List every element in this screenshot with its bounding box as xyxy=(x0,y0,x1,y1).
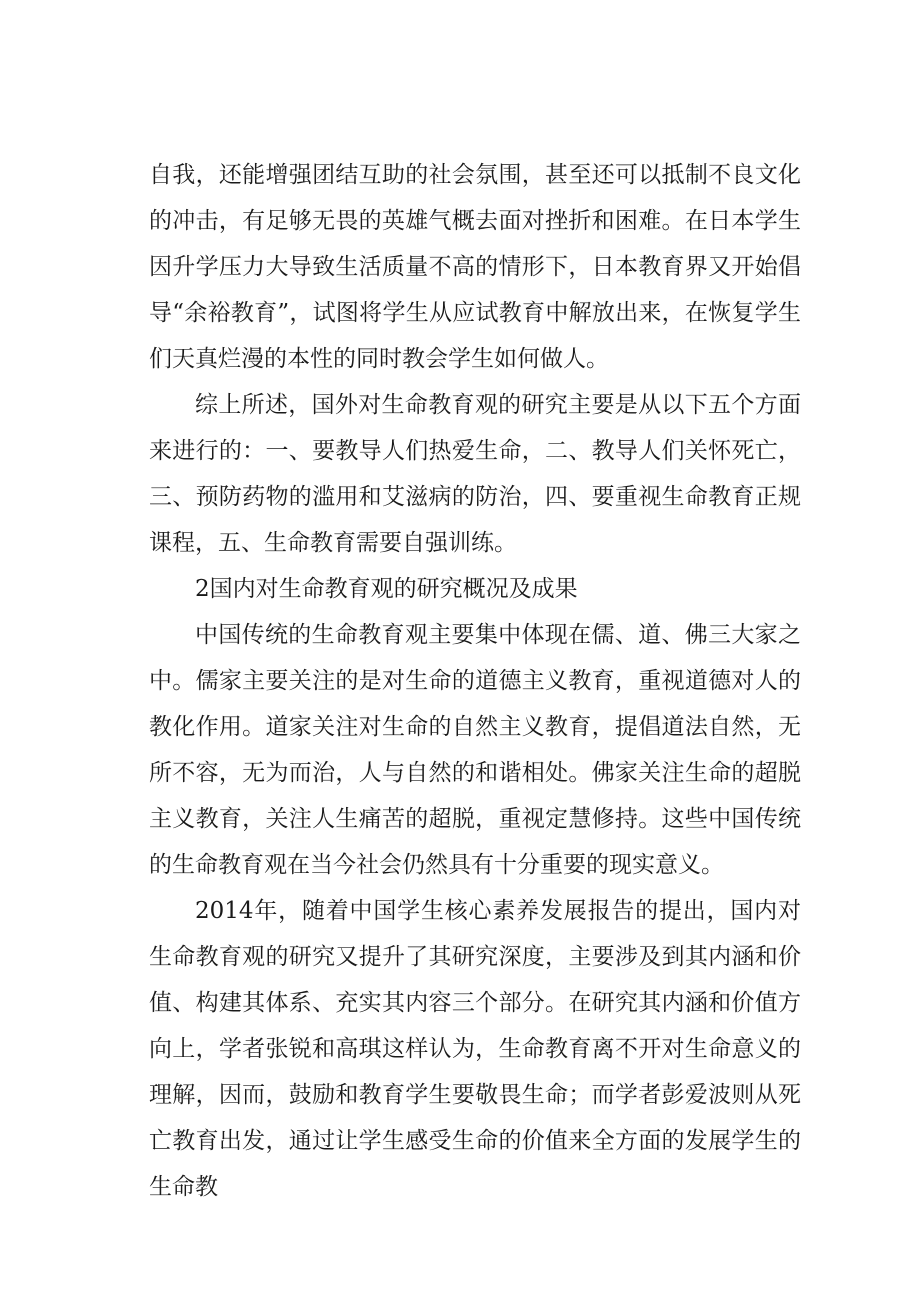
section-heading: 2国内对生命教育观的研究概况及成果 xyxy=(195,576,578,602)
paragraph-summary: 综上所述，国外对生命教育观的研究主要是从以下五个方面来进行的：一、要教导人们热爱生命，二、教导人们关怀死亡，三、预防药物的滥用和艾滋病的防治，四、要重视生命教育正规课程，五、生命教育需要自强训练。 xyxy=(149,392,801,556)
paragraph-traditional: 中国传统的生命教育观主要集中体现在儒、道、佛三大家之中。儒家主要关注的是对生命的道德主义教育，重视道德对人的教化作用。道家关注对生命的自然主义教育，提倡道法自然，无所不容，无为而治，人与自然的和谐相处。佛家关注生命的超脱主义教育，关注人生痛苦的超脱，重视定慧修持。这些中国传统的生命教育观在当今社会仍然具有十分重要的现实意义。 xyxy=(149,622,801,878)
paragraph-continued: 自我，还能增强团结互助的社会氛围，甚至还可以抵制不良文化的冲击，有足够无畏的英雄气概去面对挫折和困难。在日本学生因升学压力大导致生活质量不高的情形下，日本教育界又开始倡导“余裕教育”，试图将学生从应试教育中解放出来，在恢复学生们天真烂漫的本性的同时教会学生如何做人。 xyxy=(149,162,801,372)
document-body xyxy=(149,152,801,1210)
paragraph-2014: 2014年，随着中国学生核心素养发展报告的提出，国内对生命教育观的研究又提升了其研究深度，主要涉及到其内涵和价值、构建其体系、充实其内容三个部分。在研究其内涵和价值方向上，学者张锐和高琪这样认为，生命教育离不开对生命意义的理解，因而，鼓励和教育学生要敬畏生命；而学者彭爱波则从死亡教育出发，通过让学生感受生命的价值来全方面的发展学生的生命教 xyxy=(149,898,801,1200)
